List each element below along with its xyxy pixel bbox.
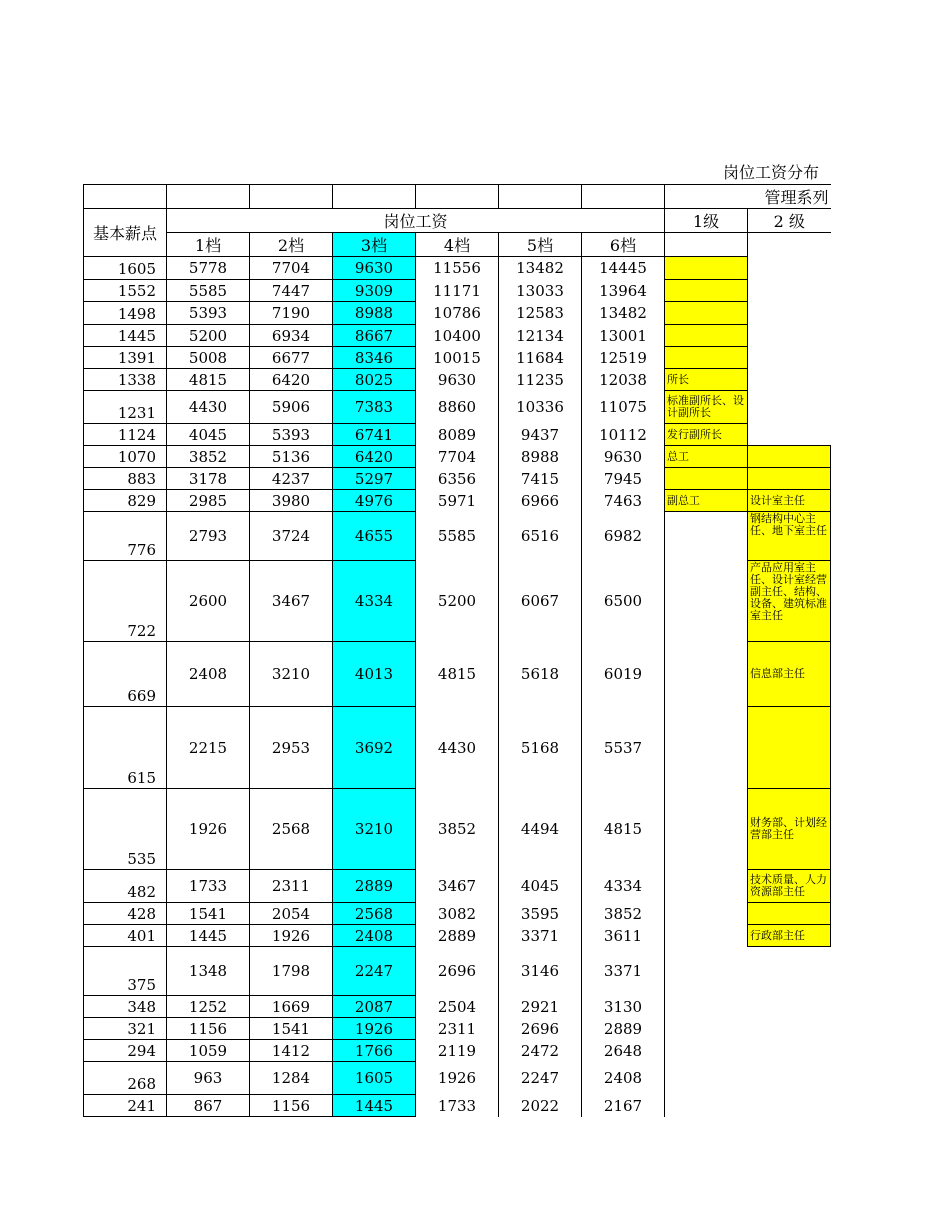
grade-value-cell: 3371 <box>582 947 665 996</box>
grade-value-cell: 3852 <box>167 446 250 468</box>
grade-value-cell: 4334 <box>582 870 665 903</box>
level-2-role-cell <box>748 996 831 1018</box>
blank-cell <box>167 185 250 209</box>
level-2-role-cell: 钢结构中心主任、地下室主任 <box>748 512 831 561</box>
grade-value-cell: 2311 <box>250 870 333 903</box>
grade-value-cell: 12134 <box>499 325 582 347</box>
grade-value-cell: 2985 <box>167 490 250 512</box>
grade-value-cell: 1669 <box>250 996 333 1018</box>
base-points-cell: 1231 <box>84 391 167 424</box>
grade-value-cell: 2054 <box>250 903 333 925</box>
grade-value-cell: 2889 <box>416 925 499 947</box>
grade-value-cell: 5393 <box>250 424 333 446</box>
base-points-cell: 348 <box>84 996 167 1018</box>
grade-value-cell: 2167 <box>582 1095 665 1117</box>
grade-value-cell: 4976 <box>333 490 416 512</box>
grade-value-cell: 1733 <box>416 1095 499 1117</box>
base-points-cell: 1552 <box>84 280 167 302</box>
grade-value-cell: 3146 <box>499 947 582 996</box>
table-row <box>84 302 831 325</box>
level-2-role-cell <box>748 707 831 789</box>
grade-value-cell: 8860 <box>416 391 499 424</box>
grade-value-cell: 2568 <box>333 903 416 925</box>
level-2-role-cell <box>748 947 831 996</box>
grade-value-cell: 6420 <box>333 446 416 468</box>
grade-value-cell: 7945 <box>582 468 665 490</box>
grade-value-cell: 4655 <box>333 512 416 561</box>
grade-value-cell: 6934 <box>250 325 333 347</box>
level-header-2: 2 级 <box>748 209 831 233</box>
grade-value-cell: 2889 <box>582 1018 665 1040</box>
grade-value-cell: 8025 <box>333 369 416 391</box>
grade-value-cell: 1412 <box>250 1040 333 1062</box>
grade-value-cell: 2504 <box>416 996 499 1018</box>
grade-value-cell: 7415 <box>499 468 582 490</box>
level-2-role-cell <box>748 1062 831 1095</box>
grade-value-cell: 6500 <box>582 561 665 642</box>
grade-value-cell: 5971 <box>416 490 499 512</box>
blank-cell <box>84 185 167 209</box>
base-points-cell: 615 <box>84 707 167 789</box>
grade-value-cell: 2408 <box>582 1062 665 1095</box>
level-1-role-cell <box>665 468 748 490</box>
grade-value-cell: 1445 <box>167 925 250 947</box>
grade-value-cell: 1926 <box>250 925 333 947</box>
level-2-role-cell: 设计室主任 <box>748 490 831 512</box>
table-row <box>84 280 831 302</box>
grade-value-cell: 6677 <box>250 347 333 369</box>
level-2-role-cell <box>748 391 831 424</box>
level-2-role-cell <box>748 257 831 280</box>
table-row <box>84 257 831 280</box>
grade-value-cell: 8346 <box>333 347 416 369</box>
grade-value-cell: 6982 <box>582 512 665 561</box>
grade-value-cell: 5585 <box>167 280 250 302</box>
level-1-role-cell <box>665 512 748 561</box>
grade-value-cell: 2600 <box>167 561 250 642</box>
grade-value-cell: 11684 <box>499 347 582 369</box>
level-1-role-cell <box>665 1095 748 1117</box>
grade-value-cell: 13482 <box>582 302 665 325</box>
level-1-role-cell <box>665 325 748 347</box>
base-points-cell: 829 <box>84 490 167 512</box>
base-points-cell: 268 <box>84 1062 167 1095</box>
grade-value-cell: 14445 <box>582 257 665 280</box>
grade-value-cell: 4494 <box>499 789 582 870</box>
table-row <box>84 325 831 347</box>
level-1-role-cell <box>665 1040 748 1062</box>
grade-value-cell: 9309 <box>333 280 416 302</box>
grade-value-cell: 11235 <box>499 369 582 391</box>
grade-value-cell: 2215 <box>167 707 250 789</box>
table-row <box>84 424 831 446</box>
level-2-role-cell <box>748 446 831 468</box>
base-points-cell: 428 <box>84 903 167 925</box>
grade-value-cell: 3371 <box>499 925 582 947</box>
grade-value-cell: 6516 <box>499 512 582 561</box>
grade-value-cell: 5200 <box>416 561 499 642</box>
grade-value-cell: 3724 <box>250 512 333 561</box>
grade-value-cell: 12519 <box>582 347 665 369</box>
table-row <box>84 1040 831 1062</box>
level-header-1: 1级 <box>665 209 748 233</box>
table-row <box>84 347 831 369</box>
grade-value-cell: 3595 <box>499 903 582 925</box>
table-row <box>84 369 831 391</box>
grade-value-cell: 1541 <box>167 903 250 925</box>
grade-value-cell: 1445 <box>333 1095 416 1117</box>
level-1-role-cell <box>665 925 748 947</box>
grade-value-cell: 5136 <box>250 446 333 468</box>
grade-value-cell: 13964 <box>582 280 665 302</box>
table-row <box>84 789 831 870</box>
grade-header: 3档 <box>333 233 416 257</box>
grade-value-cell: 5537 <box>582 707 665 789</box>
grade-value-cell: 2408 <box>167 642 250 707</box>
level-1-role-cell: 副总工 <box>665 490 748 512</box>
grade-value-cell: 6966 <box>499 490 582 512</box>
grade-value-cell: 1926 <box>333 1018 416 1040</box>
level-1-role-cell <box>665 947 748 996</box>
level-1-role-cell <box>665 280 748 302</box>
grade-value-cell: 5168 <box>499 707 582 789</box>
base-points-cell: 1605 <box>84 257 167 280</box>
grade-value-cell: 10015 <box>416 347 499 369</box>
grade-value-cell: 4815 <box>167 369 250 391</box>
grade-value-cell: 3852 <box>416 789 499 870</box>
grade-value-cell: 2953 <box>250 707 333 789</box>
grade-value-cell: 2921 <box>499 996 582 1018</box>
base-points-cell: 482 <box>84 870 167 903</box>
level-2-role-cell: 信息部主任 <box>748 642 831 707</box>
table-row <box>84 996 831 1018</box>
grade-value-cell: 2311 <box>416 1018 499 1040</box>
level-2-role-cell <box>748 280 831 302</box>
table-row <box>84 707 831 789</box>
grade-value-cell: 3467 <box>416 870 499 903</box>
table-row <box>84 391 831 424</box>
base-points-cell: 1070 <box>84 446 167 468</box>
level-1-role-cell: 发行副所长 <box>665 424 748 446</box>
table-row <box>84 468 831 490</box>
grade-header: 2档 <box>250 233 333 257</box>
grade-value-cell: 2247 <box>499 1062 582 1095</box>
grade-value-cell: 12583 <box>499 302 582 325</box>
grade-value-cell: 867 <box>167 1095 250 1117</box>
grade-value-cell: 7447 <box>250 280 333 302</box>
grade-value-cell: 2247 <box>333 947 416 996</box>
level-1-role-cell <box>665 257 748 280</box>
grade-value-cell: 1284 <box>250 1062 333 1095</box>
base-points-cell: 722 <box>84 561 167 642</box>
table-row <box>84 1018 831 1040</box>
grade-value-cell: 5778 <box>167 257 250 280</box>
grade-value-cell: 3692 <box>333 707 416 789</box>
grade-value-cell: 4045 <box>499 870 582 903</box>
table-row <box>84 561 831 642</box>
grade-value-cell: 10400 <box>416 325 499 347</box>
grade-value-cell: 1733 <box>167 870 250 903</box>
level-2-role-cell <box>748 468 831 490</box>
grade-value-cell: 5008 <box>167 347 250 369</box>
grade-value-cell: 963 <box>167 1062 250 1095</box>
grade-value-cell: 2696 <box>499 1018 582 1040</box>
base-points-cell: 294 <box>84 1040 167 1062</box>
level-1-role-cell <box>665 996 748 1018</box>
grade-value-cell: 9630 <box>416 369 499 391</box>
table-row <box>84 1062 831 1095</box>
base-points-cell: 669 <box>84 642 167 707</box>
level-2-role-cell: 产品应用室主任、设计室经营副主任、结构、设备、建筑标准室主任 <box>748 561 831 642</box>
grade-value-cell: 9630 <box>582 446 665 468</box>
table-row <box>84 1095 831 1117</box>
table-row <box>84 642 831 707</box>
level-2-role-cell: 行政部主任 <box>748 925 831 947</box>
level-2-role-cell <box>748 1040 831 1062</box>
grade-value-cell: 4334 <box>333 561 416 642</box>
level-1-role-cell <box>665 707 748 789</box>
level-1-role-cell <box>665 302 748 325</box>
blank-cell <box>416 185 499 209</box>
grade-value-cell: 6019 <box>582 642 665 707</box>
grade-value-cell: 10112 <box>582 424 665 446</box>
grade-value-cell: 6741 <box>333 424 416 446</box>
grade-value-cell: 13033 <box>499 280 582 302</box>
blank-cell <box>250 185 333 209</box>
grade-value-cell: 4430 <box>416 707 499 789</box>
grade-header: 1档 <box>167 233 250 257</box>
base-points-cell: 241 <box>84 1095 167 1117</box>
base-points-cell: 1124 <box>84 424 167 446</box>
table-row <box>84 925 831 947</box>
level-2-role-cell: 技术质量、人力资源部主任 <box>748 870 831 903</box>
grade-value-cell: 1156 <box>167 1018 250 1040</box>
base-points-cell: 535 <box>84 789 167 870</box>
grade-value-cell: 2472 <box>499 1040 582 1062</box>
grade-value-cell: 1252 <box>167 996 250 1018</box>
level-2-role-cell <box>748 903 831 925</box>
base-points-cell: 321 <box>84 1018 167 1040</box>
blank-cell <box>748 233 831 257</box>
grade-value-cell: 13001 <box>582 325 665 347</box>
grade-value-cell: 1348 <box>167 947 250 996</box>
level-1-role-cell <box>665 789 748 870</box>
level-1-role-cell: 总工 <box>665 446 748 468</box>
grade-value-cell: 7383 <box>333 391 416 424</box>
page-title: 岗位工资分布 <box>723 163 820 182</box>
grade-value-cell: 1156 <box>250 1095 333 1117</box>
grade-value-cell: 9437 <box>499 424 582 446</box>
grade-value-cell: 7704 <box>250 257 333 280</box>
grade-value-cell: 3210 <box>250 642 333 707</box>
grade-value-cell: 3130 <box>582 996 665 1018</box>
level-2-role-cell: 财务部、计划经营部主任 <box>748 789 831 870</box>
grade-header: 5档 <box>499 233 582 257</box>
grade-value-cell: 2568 <box>250 789 333 870</box>
level-1-role-cell: 标准副所长、设计副所长 <box>665 391 748 424</box>
base-points-cell: 1498 <box>84 302 167 325</box>
table-row <box>84 512 831 561</box>
level-2-role-cell <box>748 369 831 391</box>
grade-value-cell: 7190 <box>250 302 333 325</box>
table-row <box>84 947 831 996</box>
grade-value-cell: 7704 <box>416 446 499 468</box>
grade-value-cell: 5585 <box>416 512 499 561</box>
grade-value-cell: 2696 <box>416 947 499 996</box>
grade-value-cell: 3178 <box>167 468 250 490</box>
grade-value-cell: 11075 <box>582 391 665 424</box>
grade-value-cell: 3980 <box>250 490 333 512</box>
grade-value-cell: 2793 <box>167 512 250 561</box>
table-row <box>84 490 831 512</box>
salary-table <box>83 184 831 1117</box>
grade-value-cell: 9630 <box>333 257 416 280</box>
grade-value-cell: 3082 <box>416 903 499 925</box>
grade-value-cell: 2408 <box>333 925 416 947</box>
grade-value-cell: 2022 <box>499 1095 582 1117</box>
base-points-cell: 1445 <box>84 325 167 347</box>
grade-value-cell: 3467 <box>250 561 333 642</box>
level-2-role-cell <box>748 347 831 369</box>
grade-value-cell: 4815 <box>582 789 665 870</box>
grade-value-cell: 5618 <box>499 642 582 707</box>
grade-value-cell: 6420 <box>250 369 333 391</box>
grade-value-cell: 3611 <box>582 925 665 947</box>
level-1-role-cell <box>665 347 748 369</box>
blank-cell <box>665 233 748 257</box>
base-points-cell: 1391 <box>84 347 167 369</box>
grade-value-cell: 1605 <box>333 1062 416 1095</box>
grade-value-cell: 2889 <box>333 870 416 903</box>
grade-value-cell: 1926 <box>167 789 250 870</box>
table-row <box>84 870 831 903</box>
grade-value-cell: 4430 <box>167 391 250 424</box>
level-2-role-cell <box>748 302 831 325</box>
base-points-cell: 401 <box>84 925 167 947</box>
grade-value-cell: 1798 <box>250 947 333 996</box>
grade-value-cell: 6067 <box>499 561 582 642</box>
level-1-role-cell <box>665 561 748 642</box>
grade-value-cell: 4815 <box>416 642 499 707</box>
level-2-role-cell <box>748 1095 831 1117</box>
grade-value-cell: 1926 <box>416 1062 499 1095</box>
base-points-cell: 776 <box>84 512 167 561</box>
grade-value-cell: 5200 <box>167 325 250 347</box>
grade-value-cell: 1059 <box>167 1040 250 1062</box>
grade-value-cell: 2648 <box>582 1040 665 1062</box>
table-row <box>84 446 831 468</box>
grade-value-cell: 2087 <box>333 996 416 1018</box>
grade-value-cell: 3852 <box>582 903 665 925</box>
grade-value-cell: 13482 <box>499 257 582 280</box>
grade-value-cell: 4237 <box>250 468 333 490</box>
table-row <box>84 903 831 925</box>
level-1-role-cell <box>665 1062 748 1095</box>
grade-value-cell: 10336 <box>499 391 582 424</box>
grade-value-cell: 12038 <box>582 369 665 391</box>
level-2-role-cell <box>748 325 831 347</box>
level-2-role-cell <box>748 1018 831 1040</box>
grade-value-cell: 11556 <box>416 257 499 280</box>
base-points-header: 基本薪点 <box>84 209 167 257</box>
base-points-cell: 375 <box>84 947 167 996</box>
level-1-role-cell <box>665 1018 748 1040</box>
grade-value-cell: 4045 <box>167 424 250 446</box>
level-1-role-cell <box>665 903 748 925</box>
base-points-cell: 1338 <box>84 369 167 391</box>
blank-cell <box>582 185 665 209</box>
grade-value-cell: 5906 <box>250 391 333 424</box>
grade-value-cell: 5297 <box>333 468 416 490</box>
grade-value-cell: 8089 <box>416 424 499 446</box>
grade-header: 6档 <box>582 233 665 257</box>
grade-value-cell: 8667 <box>333 325 416 347</box>
blank-cell <box>333 185 416 209</box>
grade-value-cell: 5393 <box>167 302 250 325</box>
blank-cell <box>499 185 582 209</box>
grade-value-cell: 6356 <box>416 468 499 490</box>
grade-value-cell: 4013 <box>333 642 416 707</box>
level-1-role-cell <box>665 642 748 707</box>
grade-value-cell: 8988 <box>333 302 416 325</box>
level-2-role-cell <box>748 424 831 446</box>
grade-value-cell: 2119 <box>416 1040 499 1062</box>
base-points-cell: 883 <box>84 468 167 490</box>
grade-header: 4档 <box>416 233 499 257</box>
grade-value-cell: 11171 <box>416 280 499 302</box>
level-1-role-cell: 所长 <box>665 369 748 391</box>
grade-value-cell: 1541 <box>250 1018 333 1040</box>
level-1-role-cell <box>665 870 748 903</box>
grade-value-cell: 1766 <box>333 1040 416 1062</box>
band-header: 岗位工资 <box>167 209 665 233</box>
grade-value-cell: 3210 <box>333 789 416 870</box>
grade-value-cell: 8988 <box>499 446 582 468</box>
grade-value-cell: 7463 <box>582 490 665 512</box>
grade-value-cell: 10786 <box>416 302 499 325</box>
series-header: 管理系列 <box>665 185 831 209</box>
